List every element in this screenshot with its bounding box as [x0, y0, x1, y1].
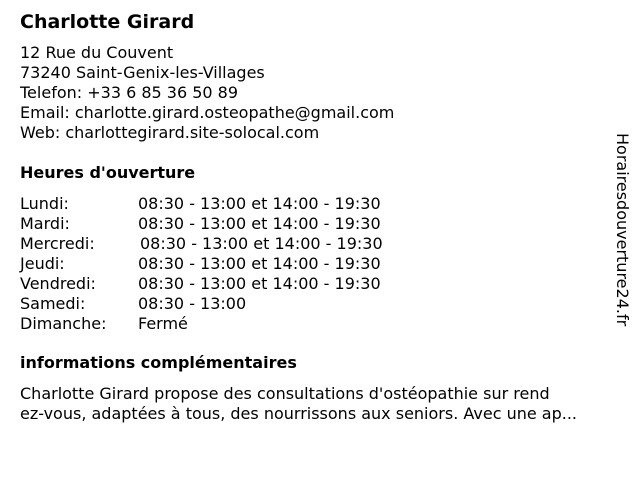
day-label: Jeudi:	[20, 254, 65, 273]
business-name: Charlotte Girard	[20, 11, 195, 33]
hours-row-wednesday	[20, 234, 440, 254]
web-text: Web: charlottegirard.site-solocal.com	[20, 123, 320, 142]
address-line-1: 12 Rue du Couvent	[20, 43, 174, 62]
hours-value: 08:30 - 13:00 et 14:00 - 19:30	[138, 214, 381, 233]
phone-text: Telefon: +33 6 85 36 50 89	[20, 83, 239, 102]
hours-row-monday	[20, 194, 440, 214]
watermark	[612, 133, 632, 345]
hours-value: 08:30 - 13:00	[138, 294, 247, 313]
hours-row-thursday	[20, 254, 440, 274]
address-line-2: 73240 Saint-Genix-les-Villages	[20, 63, 265, 82]
info-description	[20, 384, 630, 424]
hours-heading: Heures d'ouverture	[20, 163, 196, 182]
contact-block	[20, 43, 394, 143]
hours-table	[20, 194, 440, 334]
hours-value: 08:30 - 13:00 et 14:00 - 19:30	[138, 194, 381, 213]
day-label: Dimanche:	[20, 314, 107, 333]
day-label: Samedi:	[20, 294, 86, 313]
hours-row-tuesday	[20, 214, 440, 234]
hours-row-friday	[20, 274, 440, 294]
day-label: Mercredi:	[20, 234, 95, 253]
day-label: Lundi:	[20, 194, 69, 213]
hours-value: Fermé	[138, 314, 188, 333]
day-label: Vendredi:	[20, 274, 96, 293]
info-heading: informations complémentaires	[20, 353, 297, 372]
email-text: Email: charlotte.girard.osteopathe@gmail.com	[20, 103, 395, 122]
hours-row-sunday	[20, 314, 440, 334]
watermark-text: Horairesdouverture24.fr	[613, 133, 632, 327]
hours-value: 08:30 - 13:00 et 14:00 - 19:30	[140, 234, 383, 253]
hours-value: 08:30 - 13:00 et 14:00 - 19:30	[138, 254, 381, 273]
info-line-1: Charlotte Girard propose des consultations d'ostéopathie sur rend	[20, 384, 550, 403]
hours-value: 08:30 - 13:00 et 14:00 - 19:30	[138, 274, 381, 293]
hours-row-saturday	[20, 294, 440, 314]
info-line-2: ez-vous, adaptées à tous, des nourrissons aux seniors. Avec une ap...	[20, 404, 578, 423]
day-label: Mardi:	[20, 214, 70, 233]
